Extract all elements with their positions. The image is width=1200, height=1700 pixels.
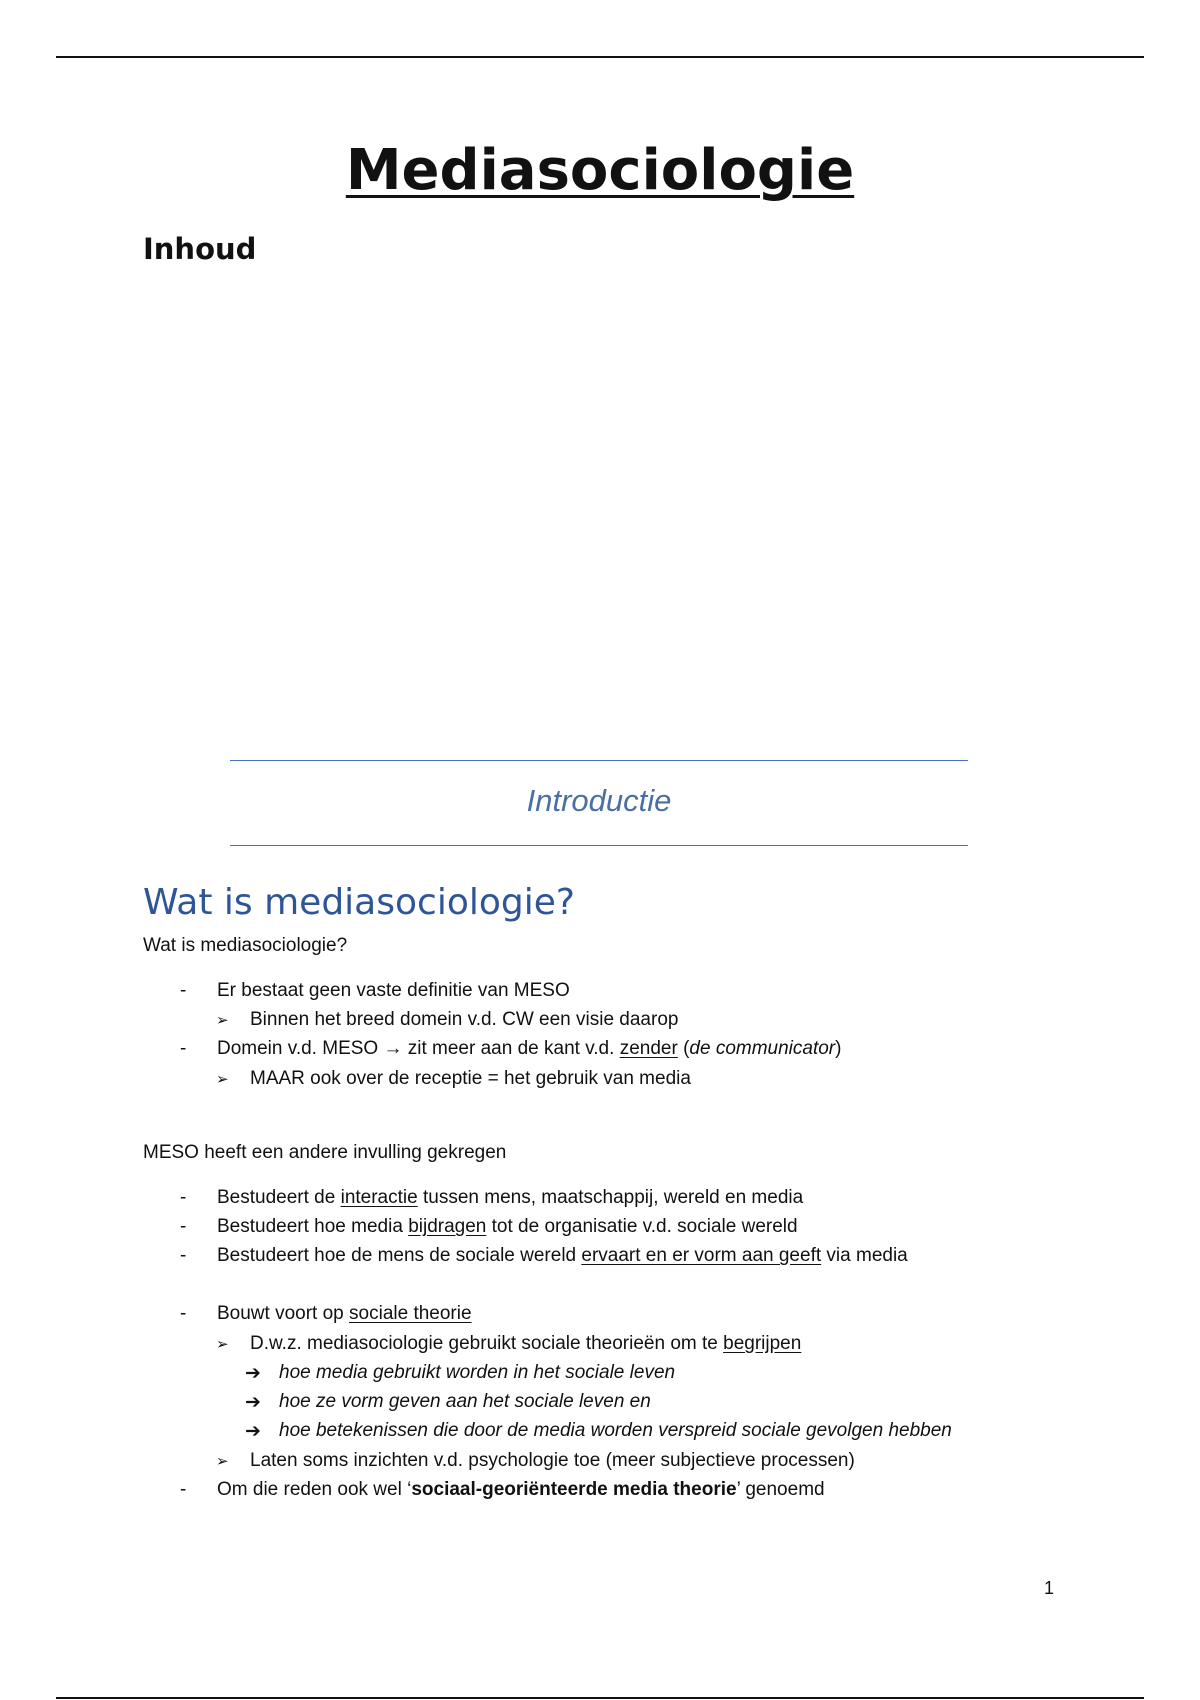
paragraph: MESO heeft een andere invulling gekregen (143, 1142, 507, 1163)
list-item: Er bestaat geen vaste definitie van MESO (217, 980, 570, 1001)
list-item: MAAR ook over de receptie = het gebruik van media (250, 1068, 691, 1089)
text-run: tot de organisatie v.d. sociale wereld (486, 1216, 798, 1237)
underlined-term: sociale theorie (349, 1303, 472, 1324)
text-run: ’ genoemd (736, 1479, 825, 1500)
page-number: 1 (1044, 1578, 1055, 1598)
chapter-rule-top (230, 760, 968, 761)
dash-bullet-marker: - (180, 1187, 187, 1208)
underlined-term: bijdragen (408, 1216, 487, 1237)
list-item: Laten soms inzichten v.d. psychologie toe (meer subjectieve processen) (250, 1450, 855, 1471)
triangle-bullet-icon: ➢ (216, 1336, 229, 1353)
list-item: Binnen het breed domein v.d. CW een visie daarop (250, 1009, 679, 1030)
text-run: tussen mens, maatschappij, wereld en media (417, 1187, 804, 1208)
intro-question: Wat is mediasociologie? (143, 935, 348, 956)
underlined-term: interactie (340, 1187, 418, 1208)
bold-term: sociaal-georiënteerde media theorie (411, 1479, 737, 1500)
text-run: Bestudeert hoe media (217, 1216, 409, 1237)
arrow-bullet-icon: ➔ (245, 1421, 261, 1442)
chapter-title: Introductie (526, 783, 672, 818)
section-heading: Wat is mediasociologie? (143, 882, 575, 923)
page-bottom-rule (56, 1697, 1144, 1699)
text-run: via media (821, 1245, 908, 1266)
text-run: Domein v.d. MESO (217, 1038, 384, 1059)
arrow-bullet-icon: ➔ (245, 1392, 261, 1413)
list-item (217, 1245, 908, 1267)
dash-bullet-marker: - (180, 1303, 187, 1324)
list-item (250, 1333, 801, 1355)
page-top-rule (56, 56, 1144, 58)
list-item (217, 1303, 472, 1325)
triangle-bullet-icon: ➢ (216, 1071, 229, 1088)
arrow-right-icon: → (383, 1038, 403, 1059)
triangle-bullet-icon: ➢ (216, 1453, 229, 1470)
dash-bullet-marker: - (180, 1216, 187, 1237)
italic-term: de communicator (689, 1038, 836, 1059)
document-title: Mediasociologie (345, 138, 855, 203)
text-run: zit meer aan de kant v.d. (402, 1038, 620, 1059)
underlined-term: begrijpen (723, 1333, 802, 1354)
text-run: Bouwt voort op (217, 1303, 350, 1324)
text-run: Bestudeert de (217, 1187, 341, 1208)
list-item: hoe betekenissen die door de media worden verspreid sociale gevolgen hebben (279, 1420, 952, 1441)
list-item (217, 1479, 825, 1501)
list-item: hoe media gebruikt worden in het sociale leven (279, 1362, 676, 1383)
chapter-rule-bottom (230, 845, 968, 846)
underlined-term: ervaart en er vorm aan geeft (581, 1245, 822, 1266)
dash-bullet-marker: - (180, 1038, 187, 1059)
text-run: Om die reden ook wel ‘ (217, 1479, 412, 1500)
list-item (217, 1038, 841, 1060)
text-run: D.w.z. mediasociologie gebruikt sociale theorieën om te (250, 1333, 724, 1354)
text-run: Bestudeert hoe de mens de sociale wereld (217, 1245, 582, 1266)
dash-bullet-marker: - (180, 1245, 187, 1266)
text-run: ) (835, 1038, 842, 1059)
arrow-bullet-icon: ➔ (245, 1363, 261, 1384)
toc-heading: Inhoud (143, 232, 257, 266)
dash-bullet-marker: - (180, 1479, 187, 1500)
list-item (217, 1187, 803, 1209)
text-run: ( (677, 1038, 690, 1059)
triangle-bullet-icon: ➢ (216, 1012, 229, 1029)
list-item (217, 1216, 798, 1238)
dash-bullet-marker: - (180, 980, 187, 1001)
underlined-term: zender (619, 1038, 678, 1059)
list-item: hoe ze vorm geven aan het sociale leven en (279, 1391, 651, 1412)
